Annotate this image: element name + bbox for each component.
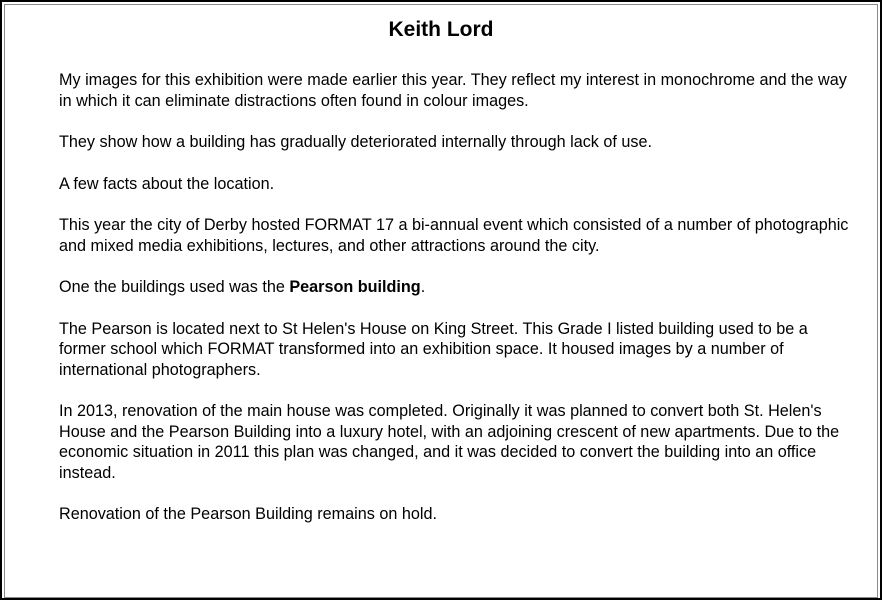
pearson-building-bold: Pearson building — [289, 278, 421, 296]
pearson-suffix-text: . — [420, 278, 426, 296]
paragraph-renovation-2013: In 2013, renovation of the main house was completed. Originally it was planned to convert both St. Helen's House and the Pearson Building into a luxury hotel, with an adjoining crescent of new apartments. Due to the economic situation in 2011 this plan was changed, and it was decided to convert the building into an office instead. — [59, 402, 840, 482]
paragraph-renovation-hold: Renovation of the Pearson Building remains on hold. — [59, 505, 437, 523]
paragraph-facts-heading: A few facts about the location. — [59, 174, 275, 193]
paragraph-pearson-location: The Pearson is located next to St Helen's House on King Street. This Grade I listed building used to be a former school which FORMAT transformed into an exhibition space. It housed images by a number of international photographers. — [59, 319, 808, 379]
paragraph-intro: My images for this exhibition were made earlier this year. They reflect my interest in monochrome and the way in which it can eliminate distractions often found in colour images. — [59, 71, 847, 110]
page-title: Keith Lord — [388, 18, 494, 41]
paragraph-format17: This year the city of Derby hosted FORMAT 17 a bi-annual event which consisted of a number of photographic and mixed media exhibitions, lectures, and other attractions around the city. — [59, 216, 849, 255]
document-body — [59, 70, 859, 546]
pearson-prefix-text: One the buildings used was the — [59, 278, 290, 296]
paragraph-pearson-building — [59, 277, 859, 298]
paragraph-deterioration: They show how a building has gradually deteriorated internally through lack of use. — [59, 133, 652, 151]
